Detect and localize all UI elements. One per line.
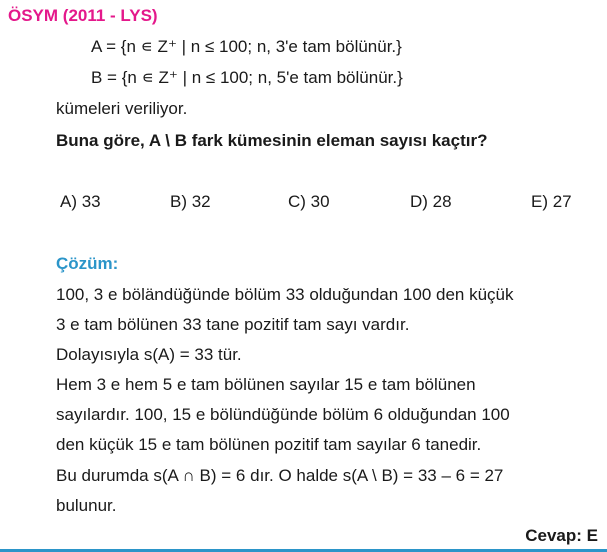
solution-title: Çözüm: xyxy=(56,254,119,273)
option-d: D) 28 xyxy=(410,192,452,211)
set-b-definition: B = {n ∊ Z⁺ | n ≤ 100; n, 5'e tam bölünür.} xyxy=(91,68,403,87)
solution-line: den küçük 15 e tam bölünen pozitif tam sayılar 6 tanedir. xyxy=(56,435,482,454)
set-a-definition: A = {n ∊ Z⁺ | n ≤ 100; n, 3'e tam bölünür.} xyxy=(91,37,402,56)
answer-label: Cevap: E xyxy=(525,526,598,545)
option-c: C) 30 xyxy=(288,192,330,211)
solution-line: 3 e tam bölünen 33 tane pozitif tam sayı vardır. xyxy=(56,315,410,334)
solution-line: Bu durumda s(A ∩ B) = 6 dır. O halde s(A \ B) = 33 – 6 = 27 xyxy=(56,466,504,485)
solution-line: bulunur. xyxy=(56,496,117,515)
solution-line: 100, 3 e böländüğünde bölüm 33 olduğundan 100 den küçük xyxy=(56,285,514,304)
option-a: A) 33 xyxy=(60,192,101,211)
question-text: Buna göre, A \ B fark kümesinin eleman sayısı kaçtır? xyxy=(56,131,488,150)
solution-line: Hem 3 e hem 5 e tam bölünen sayılar 15 e tam bölünen xyxy=(56,375,476,394)
option-b: B) 32 xyxy=(170,192,211,211)
solution-line: Dolayısıyla s(A) = 33 tür. xyxy=(56,345,242,364)
solution-line: sayılardır. 100, 15 e bölündüğünde bölüm 6 olduğundan 100 xyxy=(56,405,510,424)
intro-text: kümeleri veriliyor. xyxy=(56,99,188,118)
option-e: E) 27 xyxy=(531,192,572,211)
exam-source-header: ÖSYM (2011 - LYS) xyxy=(8,6,158,25)
